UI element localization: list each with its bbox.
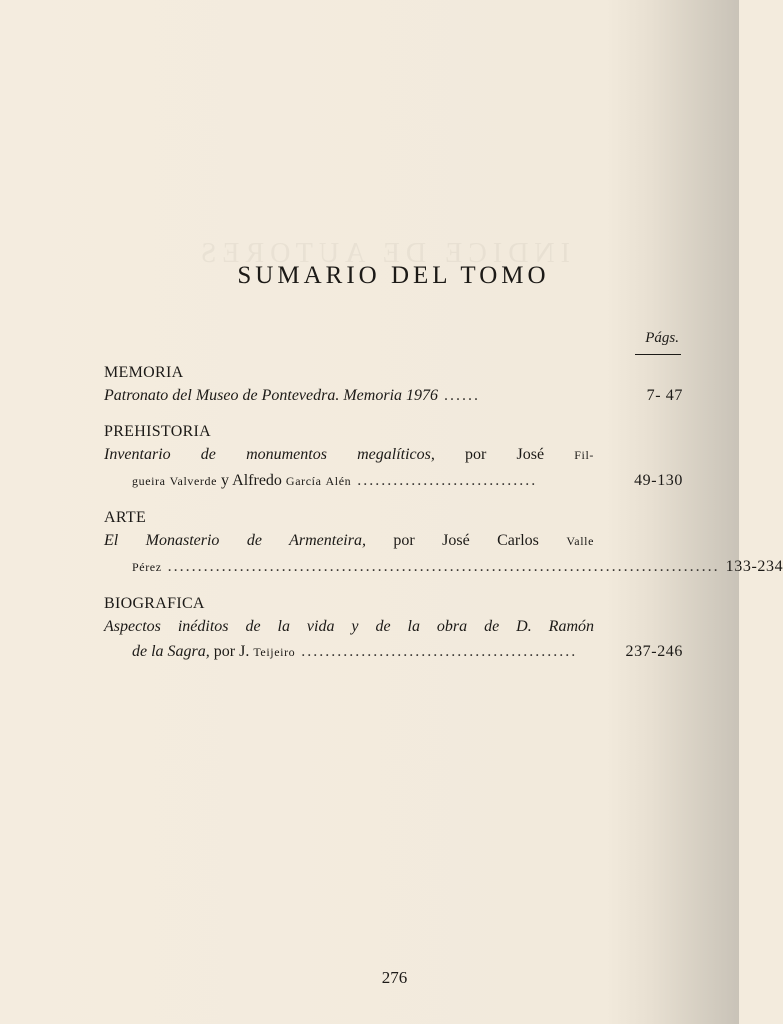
toc-section-biografica bbox=[104, 594, 683, 665]
entry-title: Patronato del Museo de Pontevedra. Memoria 1976 bbox=[104, 387, 439, 404]
page-title: SUMARIO DEL TOMO bbox=[237, 262, 550, 289]
entry-line bbox=[104, 554, 783, 580]
author-name: gueira bbox=[132, 474, 166, 488]
section-heading: ARTE bbox=[104, 509, 147, 526]
entry-line bbox=[104, 614, 594, 639]
entry-line bbox=[104, 442, 594, 468]
section-heading: MEMORIA bbox=[104, 364, 184, 381]
author-name: Valverde bbox=[169, 474, 218, 488]
table-of-contents bbox=[104, 363, 783, 679]
author-name: Teijeiro bbox=[253, 645, 296, 659]
pages-column-label: Págs. bbox=[645, 330, 679, 346]
dot-leader: ...... bbox=[444, 387, 481, 404]
dot-leader: .............................................. bbox=[301, 643, 578, 660]
toc-section-memoria bbox=[104, 363, 683, 408]
author-name: Valle bbox=[566, 534, 594, 548]
entry-por: por J. bbox=[209, 643, 254, 660]
author-name: García bbox=[285, 474, 322, 488]
bleed-through-text: INDICE DE AUTORES bbox=[194, 238, 570, 269]
author-name: Fil- bbox=[574, 448, 594, 462]
author-name: Pérez bbox=[132, 560, 162, 574]
entry-line bbox=[104, 468, 683, 494]
dot-leader: .............................. bbox=[357, 472, 538, 489]
entry-por: por José Carlos bbox=[365, 532, 567, 549]
entry-pages: 7- 47 bbox=[646, 387, 683, 404]
toc-entry bbox=[104, 442, 683, 494]
section-heading: PREHISTORIA bbox=[104, 423, 212, 440]
entry-title: Aspectos inéditos de la vida y de la obra de D. Ramón bbox=[104, 618, 594, 635]
toc-section-arte bbox=[104, 508, 783, 580]
section-heading: BIOGRAFICA bbox=[104, 595, 205, 612]
entry-line bbox=[104, 639, 683, 665]
entry-connector: y Alfredo bbox=[217, 472, 286, 489]
toc-entry bbox=[104, 383, 683, 408]
page-number: 276 bbox=[381, 968, 408, 987]
entry-line bbox=[104, 528, 594, 554]
entry-title-cont: de la Sagra, bbox=[132, 643, 210, 660]
entry-pages: 133-234 bbox=[725, 558, 783, 575]
toc-section-prehistoria bbox=[104, 422, 683, 494]
toc-entry bbox=[104, 528, 783, 580]
entry-title: Inventario de monumentos megalíticos, bbox=[104, 446, 435, 463]
entry-pages: 49-130 bbox=[634, 472, 683, 489]
author-name: Alén bbox=[325, 474, 352, 488]
pages-label-rule bbox=[635, 354, 681, 355]
dot-leader: ............................................................................................ bbox=[167, 558, 720, 575]
entry-pages: 237-246 bbox=[625, 643, 683, 660]
toc-entry bbox=[104, 614, 683, 665]
entry-por: por José bbox=[434, 446, 575, 463]
entry-title: El Monasterio de Armenteira, bbox=[104, 532, 366, 549]
